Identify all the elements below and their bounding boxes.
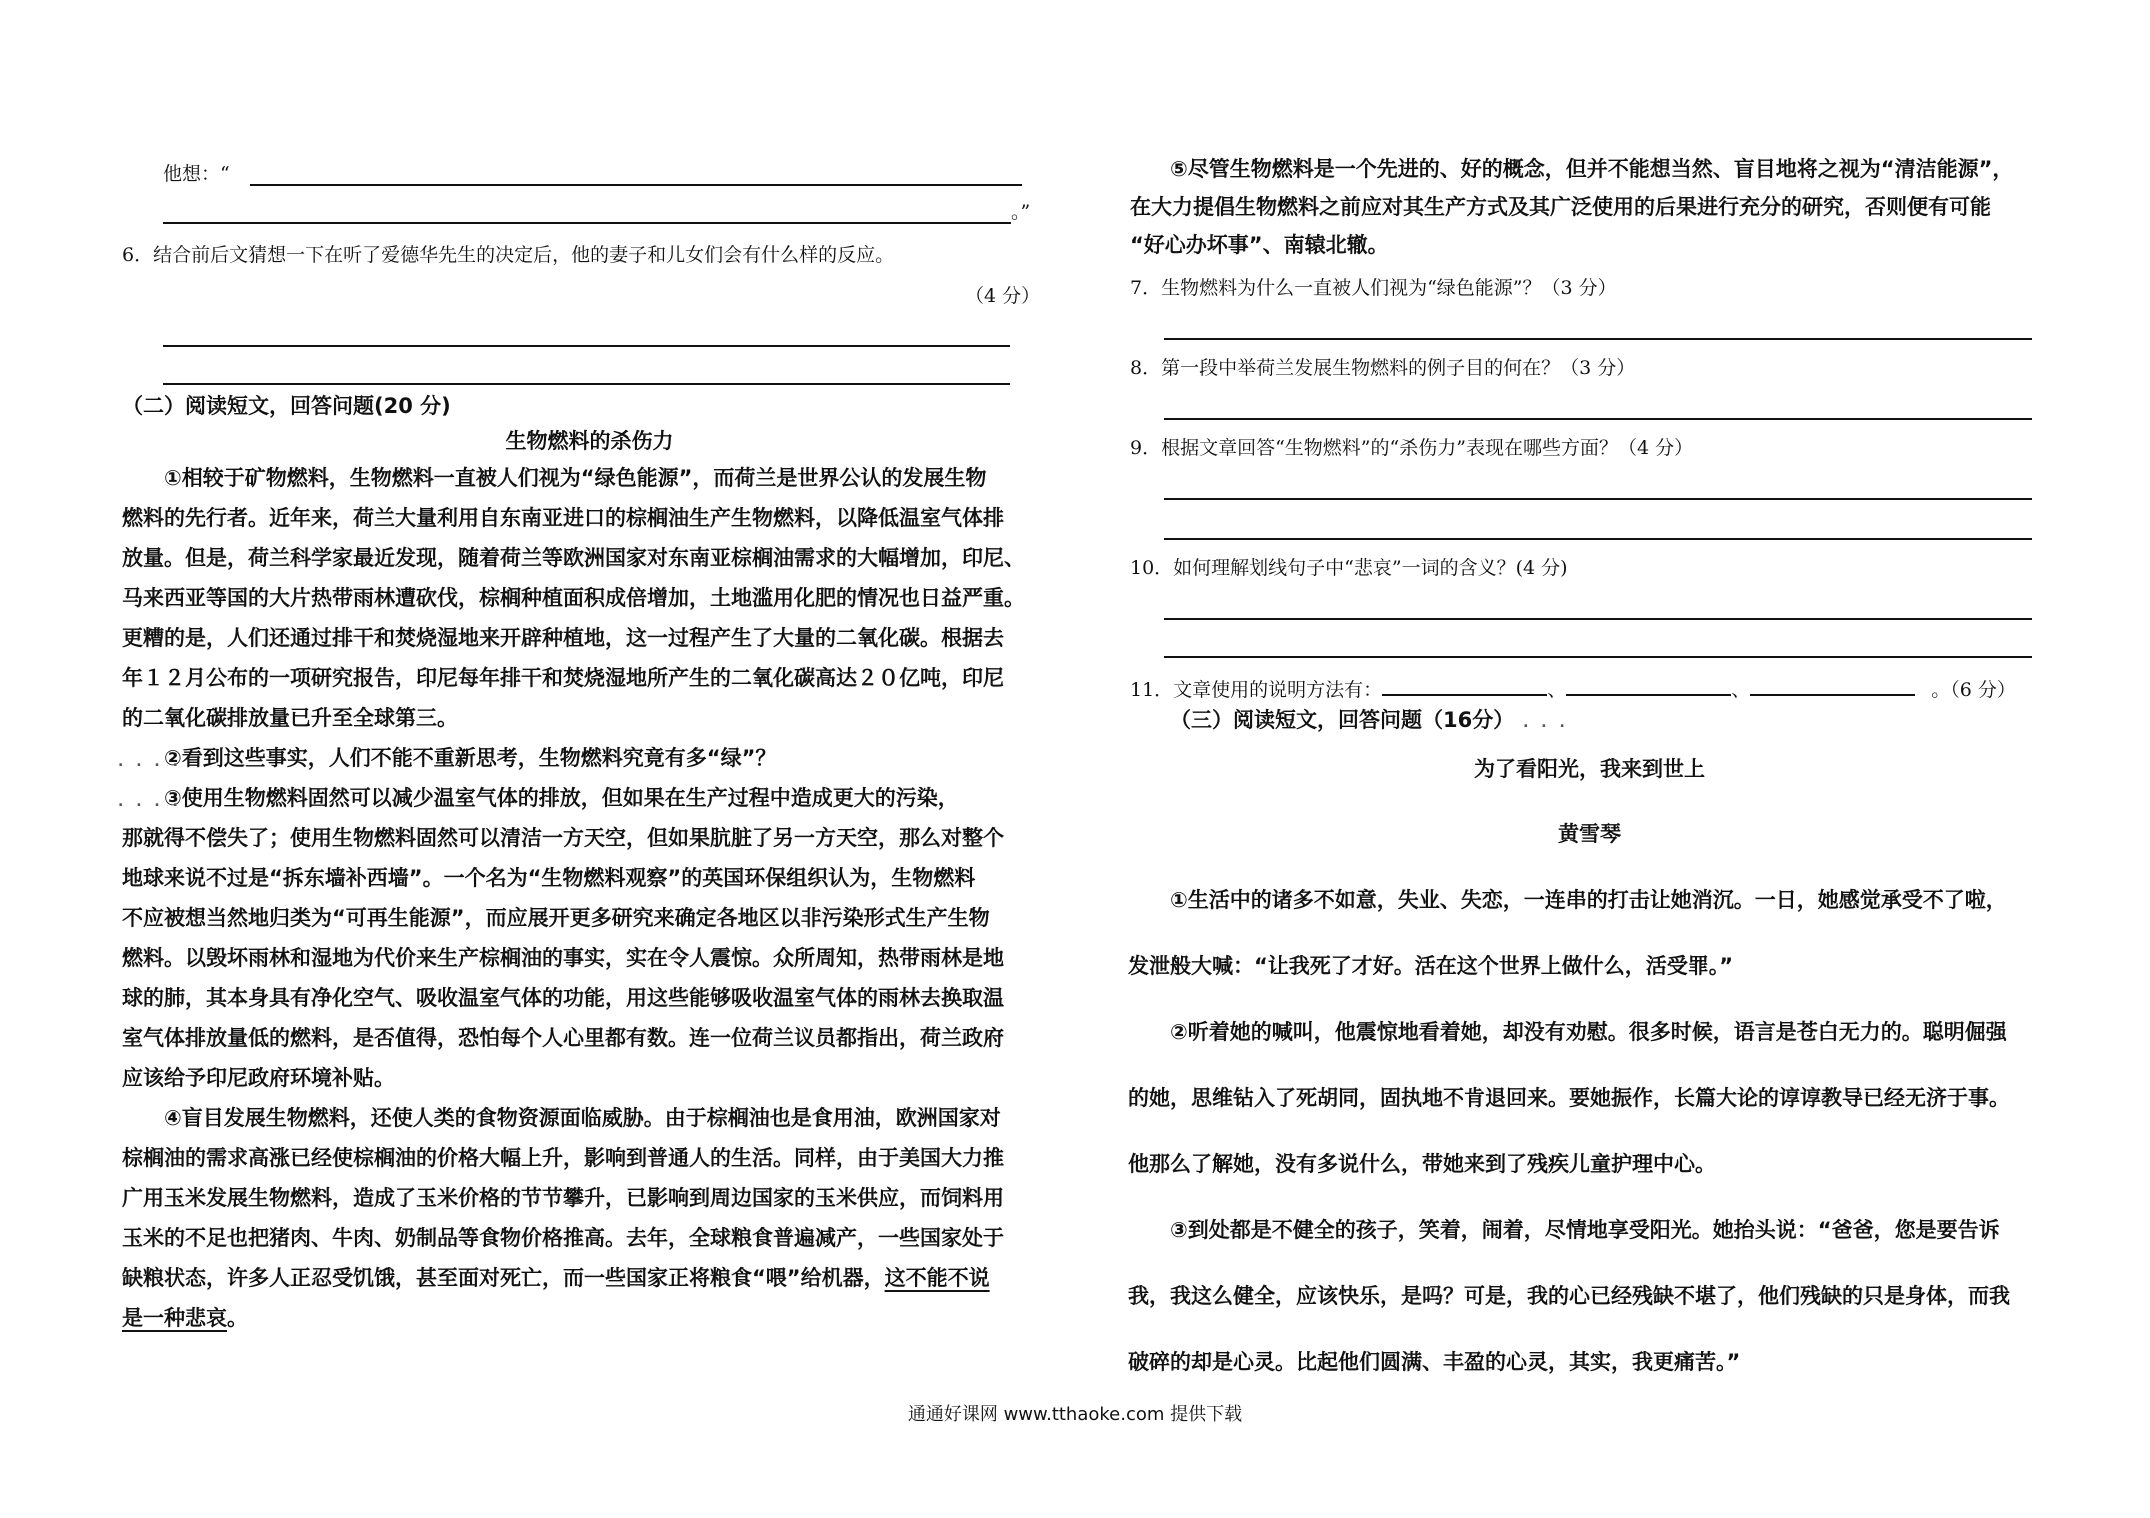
q9-question: 9．根据文章回答“生物燃料”的“杀伤力”表现在哪些方面？（4 分） (1130, 437, 1694, 459)
q11-question (1130, 674, 2016, 704)
underlined-sentence-part-1: 这不能不说 (884, 1266, 990, 1290)
paragraph-1 (122, 458, 1052, 738)
p3-line: 那就得不偿失了；使用生物燃料固然可以清洁一方天空，但如果肮脏了另一方天空，那么对整个 (122, 826, 1004, 850)
a3-line: ②听着她的喊叫，他震惊地看着她，却没有劝慰。很多时候，语言是苍白无力的。聪明倔强 (1170, 1020, 2007, 1044)
q11-blank-1[interactable] (1382, 674, 1547, 696)
q11-score: 。（6 分） (1931, 679, 2016, 701)
p5-line: “好心办坏事”、南辕北辙。 (1130, 233, 1389, 257)
p1-line: 放量。但是，荷兰科学家最近发现，随着荷兰等欧洲国家对东南亚棕榈油需求的大幅增加，印尼、 (122, 546, 1025, 570)
q11-blank-3[interactable] (1750, 674, 1915, 696)
a3-line: ①生活中的诸多不如意，失业、失恋，一连串的打击让她消沉。一日，她感觉承受不了啦， (1170, 888, 2007, 912)
decorative-dots: . . . . (118, 794, 182, 810)
decorative-dots: . . . . (118, 754, 182, 770)
p1-line: 燃料的先行者。近年来，荷兰大量利用自东南亚进口的棕榈油生产生物燃料，以降低温室气体排 (122, 506, 1004, 530)
article3-body (1128, 867, 2058, 1395)
q9-answer-line-1[interactable] (1164, 498, 2032, 500)
q5-answer-line-2[interactable] (163, 222, 1011, 224)
q10-question: 10．如何理解划线句子中“悲哀”一词的含义？(4 分) (1130, 557, 1568, 579)
paragraph-4 (122, 1098, 1052, 1338)
p5-line: 在大力提倡生物燃料之前应对其生产方式及其广泛使用的后果进行充分的研究，否则便有可能 (1130, 195, 1991, 219)
p1-line: 年１２月公布的一项研究报告，印尼每年排干和焚烧湿地所产生的二氧化碳高达２０亿吨，印尼 (122, 666, 1004, 690)
paragraph-5 (1130, 150, 2060, 264)
q5-prefix-text: 他想：“ (163, 163, 230, 185)
a3-line: 我，我这么健全，应该快乐，是吗？可是，我的心已经残缺不堪了，他们残缺的只是身体，而我 (1128, 1284, 2010, 1308)
p3-line: 应该给予印尼政府环境补贴。 (122, 1066, 395, 1090)
q5-suffix: 。” (1011, 201, 1031, 223)
q11-separator: 、 (1547, 679, 1567, 701)
p4-line: ④盲目发展生物燃料，还使人类的食物资源面临威胁。由于棕榈油也是食用油，欧洲国家对 (164, 1106, 1001, 1130)
p3-line: 燃料。以毁坏雨林和湿地为代价来生产棕榈油的事实，实在令人震惊。众所周知，热带雨林是地 (122, 946, 1004, 970)
paragraph-3 (118, 778, 1052, 1098)
p4-line: 广用玉米发展生物燃料，造成了玉米价格的节节攀升，已影响到周边国家的玉米供应，而饲料用 (122, 1186, 1004, 1210)
q9-answer-line-2[interactable] (1164, 538, 2032, 540)
q8-question: 8．第一段中举荷兰发展生物燃料的例子目的何在？（3 分） (1130, 357, 1636, 379)
a3-line: 发泄般大喊：“让我死了才好。活在这个世界上做什么，活受罪。” (1128, 954, 1734, 978)
q10-answer-line-1[interactable] (1164, 618, 2032, 620)
p3-line: ③使用生物燃料固然可以减少温室气体的排放，但如果在生产过程中造成更大的污染， (164, 786, 959, 810)
p3-line: 地球来说不过是“拆东墙补西墙”。一个名为“生物燃料观察”的英国环保组织认为，生物燃料 (122, 866, 976, 890)
article3-author: 黄雪琴 (1558, 822, 1621, 846)
a3-line: 他那么了解她，没有多说什么，带她来到了残疾儿童护理中心。 (1128, 1152, 1716, 1176)
decorative-dots: . . . (1514, 715, 1569, 731)
section3-heading-text: （三）阅读短文，回答问题（16分） (1170, 708, 1515, 732)
section2-heading: （二）阅读短文，回答问题(20 分) (122, 394, 451, 418)
footer-credit: 通通好课网 www.tthaoke.com 提供下载 (907, 1404, 1243, 1425)
p1-line: 更糟的是，人们还通过排干和焚烧湿地来开辟种植地，这一过程产生了大量的二氧化碳。根据去 (122, 626, 1004, 650)
p3-line: 不应被想当然地归类为“可再生能源”，而应展开更多研究来确定各地区以非污染形式生产生物 (122, 906, 990, 930)
p1-line: 的二氧化碳排放量已升至全球第三。 (122, 706, 458, 730)
q8-answer-line[interactable] (1164, 418, 2032, 420)
p4-line-5 (122, 1258, 1052, 1298)
q6-score: （4 分） (965, 285, 1041, 307)
a3-line: 的她，思维钻入了死胡同，固执地不肯退回来。要她振作，长篇大论的谆谆教导已经无济于事。 (1128, 1086, 2010, 1110)
q7-answer-line[interactable] (1164, 338, 2032, 340)
a3-line: 破碎的却是心灵。比起他们圆满、丰盈的心灵，其实，我更痛苦。” (1128, 1350, 1741, 1374)
article3-title: 为了看阳光，我来到世上 (1474, 757, 1705, 781)
q11-separator: 、 (1731, 679, 1751, 701)
q10-answer-line-2[interactable] (1164, 656, 2032, 658)
p1-line: ①相较于矿物燃料，生物燃料一直被人们视为“绿色能源”，而荷兰是世界公认的发展生物 (164, 466, 987, 490)
p3-line: 球的肺，其本身具有净化空气、吸收温室气体的功能，用这些能够吸收温室气体的雨林去换取温 (122, 986, 1004, 1010)
q5-answer-line-1[interactable] (250, 184, 1022, 186)
p5-line: ⑤尽管生物燃料是一个先进的、好的概念，但并不能想当然、盲目地将之视为“清洁能源”， (1170, 157, 2014, 181)
p4-line-6 (122, 1298, 1052, 1338)
p4-line6-end: 。 (227, 1306, 248, 1330)
p2-line: ②看到这些事实，人们不能不重新思考，生物燃料究竟有多“绿”？ (164, 746, 777, 770)
p3-line: 室气体排放量低的燃料，是否值得，恐怕每个人心里都有数。连一位荷兰议员都指出，荷兰政府 (122, 1026, 1004, 1050)
a3-line: ③到处都是不健全的孩子，笑着，闹着，尽情地享受阳光。她抬头说：“爸爸，您是要告诉 (1170, 1218, 2000, 1242)
section3-heading (1170, 704, 1569, 739)
p4-line5-plain: 缺粮状态，许多人正忍受饥饿，甚至面对死亡，而一些国家正将粮食“喂”给机器， (122, 1266, 885, 1290)
q6-answer-line-1[interactable] (163, 345, 1010, 347)
q11-prefix: 11．文章使用的说明方法有： (1130, 679, 1383, 701)
q6-answer-line-2[interactable] (163, 383, 1010, 385)
p4-line: 棕榈油的需求高涨已经使棕榈油的价格大幅上升，影响到普通人的生活。同样，由于美国大力推 (122, 1146, 1004, 1170)
paragraph-2 (118, 738, 1052, 778)
q6-question: 6．结合前后文猜想一下在听了爱德华先生的决定后，他的妻子和儿女们会有什么样的反应。 (122, 244, 895, 266)
q7-question: 7．生物燃料为什么一直被人们视为“绿色能源”？（3 分） (1130, 277, 1617, 299)
article-title: 生物燃料的杀伤力 (505, 429, 674, 453)
underlined-sentence-part-2: 是一种悲哀 (122, 1306, 227, 1330)
q11-blank-2[interactable] (1566, 674, 1731, 696)
p1-line: 马来西亚等国的大片热带雨林遭砍伐，棕榈种植面积成倍增加，土地滥用化肥的情况也日益严重。 (122, 586, 1025, 610)
q5-prefix (163, 160, 230, 188)
p4-line: 玉米的不足也把猪肉、牛肉、奶制品等食物价格推高。去年，全球粮食普遍减产，一些国家处于 (122, 1226, 1004, 1250)
